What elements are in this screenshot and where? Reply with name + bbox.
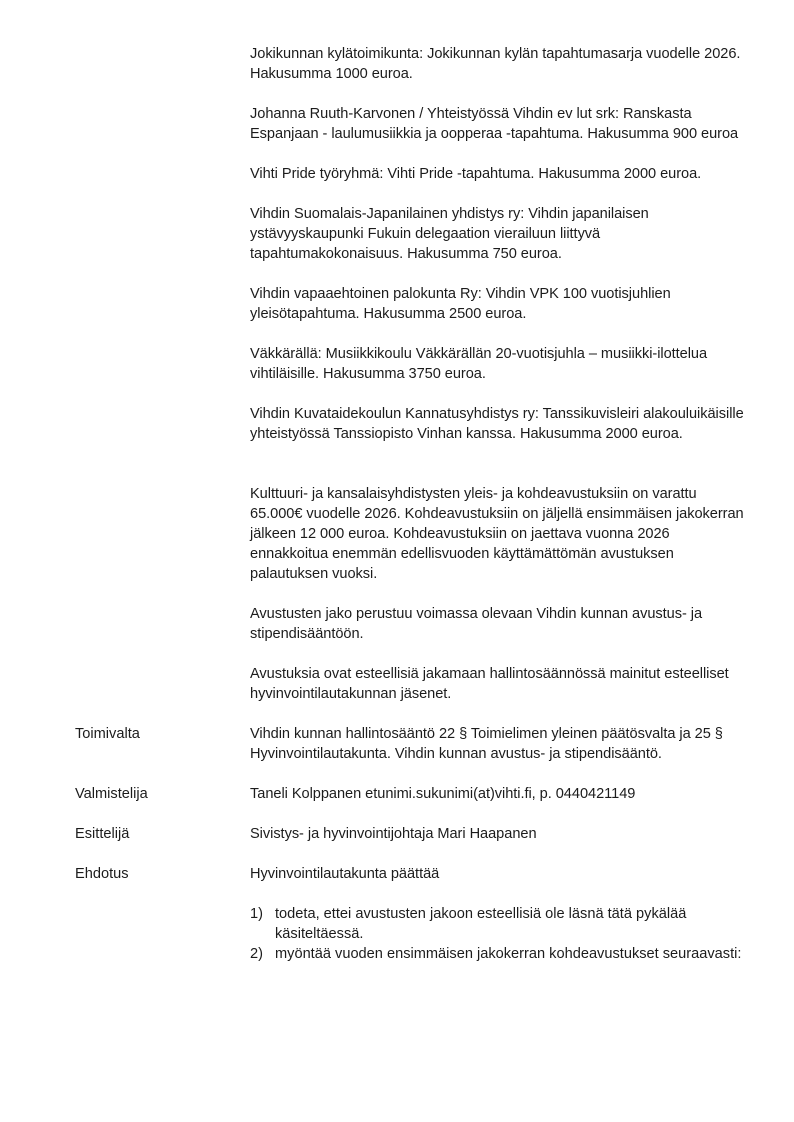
- list-item-number: 2): [250, 946, 263, 962]
- body-paragraph: Jokikunnan kylätoimikunta: Jokikunnan kylän tapahtumasarja vuodelle 2026. Hakusumma 1000 euroa.: [250, 46, 741, 82]
- field-value: Vihdin kunnan hallintosääntö 22 § Toimielimen yleinen päätösvalta ja 25 § Hyvinvointilautakunta. Vihdin kunnan avustus- ja stipendisääntö.: [250, 726, 723, 762]
- list-item: [250, 944, 747, 964]
- body-paragraph: Avustusten jako perustuu voimassa olevaan Vihdin kunnan avustus- ja stipendisääntöön.: [250, 606, 703, 642]
- field-row-ehdotus: [75, 864, 794, 884]
- field-label: Toimivalta: [75, 726, 140, 742]
- decision-list: [250, 904, 747, 964]
- body-paragraph: Avustuksia ovat esteellisiä jakamaan hallintosäännössä mainitut esteelliset hyvinvointilautakunnan jäsenet.: [250, 666, 729, 702]
- field-label: Ehdotus: [75, 866, 129, 882]
- body-paragraph: Johanna Ruuth-Karvonen / Yhteistyössä Vihdin ev lut srk: Ranskasta Espanjaan - laulumusiikkia ja oopperaa -tapahtuma. Hakusumma 900 euroa: [250, 106, 739, 142]
- body-paragraph: Vihdin Kuvataidekoulun Kannatusyhdistys ry: Tanssikuvisleiri alakouluikäisille yhteistyössä Tanssiopisto Vinhan kanssa. Hakusumma 2000 euroa.: [250, 406, 744, 442]
- list-item-text: myöntää vuoden ensimmäisen jakokerran kohdeavustukset seuraavasti:: [275, 946, 742, 962]
- field-label: Esittelijä: [75, 826, 130, 842]
- body-paragraph: Vihti Pride työryhmä: Vihti Pride -tapahtuma. Hakusumma 2000 euroa.: [250, 166, 702, 182]
- field-label: Valmistelija: [75, 786, 148, 802]
- body-paragraph: Vihdin vapaaehtoinen palokunta Ry: Vihdin VPK 100 vuotisjuhlien yleisötapahtuma. Hakusumma 2500 euroa.: [250, 286, 671, 322]
- body-paragraph: Väkkärällä: Musiikkikoulu Väkkärällän 20-vuotisjuhla – musiikki-ilottelua vihtiläisille. Hakusumma 3750 euroa.: [250, 346, 708, 382]
- list-item: [250, 904, 747, 944]
- document-content: [0, 44, 794, 984]
- body-paragraph: Kulttuuri- ja kansalaisyhdistysten yleis- ja kohdeavustuksiin on varattu 65.000€ vuodelle 2026. Kohdeavustuksiin on jäljellä ensimmäisen jakokerran jälkeen 12 000 euroa. Kohdeavustuksiin on jaettava vuonna 2026 ennakkoitua enemmän edellisvuoden käyttämättömän avustuksen palautuksen vuoksi.: [250, 486, 744, 582]
- field-row-toimivalta: [75, 724, 794, 764]
- list-item-text: todeta, ettei avustusten jakoon esteellisiä ole läsnä tätä pykälää käsiteltäessä.: [275, 906, 687, 942]
- field-value: Sivistys- ja hyvinvointijohtaja Mari Haapanen: [250, 826, 537, 842]
- field-value: Hyvinvointilautakunta päättää: [250, 866, 440, 882]
- field-row-valmistelija: [75, 784, 794, 804]
- field-value: Taneli Kolppanen etunimi.sukunimi(at)vihti.fi, p. 0440421149: [250, 786, 636, 802]
- field-row-esittelija: [75, 824, 794, 844]
- body-paragraph: Vihdin Suomalais-Japanilainen yhdistys ry: Vihdin japanilaisen ystävyyskaupunki Fukuin delegaation vierailuun liittyvä tapahtumakokonaisuus. Hakusumma 750 euroa.: [250, 206, 649, 262]
- list-item-number: 1): [250, 906, 263, 922]
